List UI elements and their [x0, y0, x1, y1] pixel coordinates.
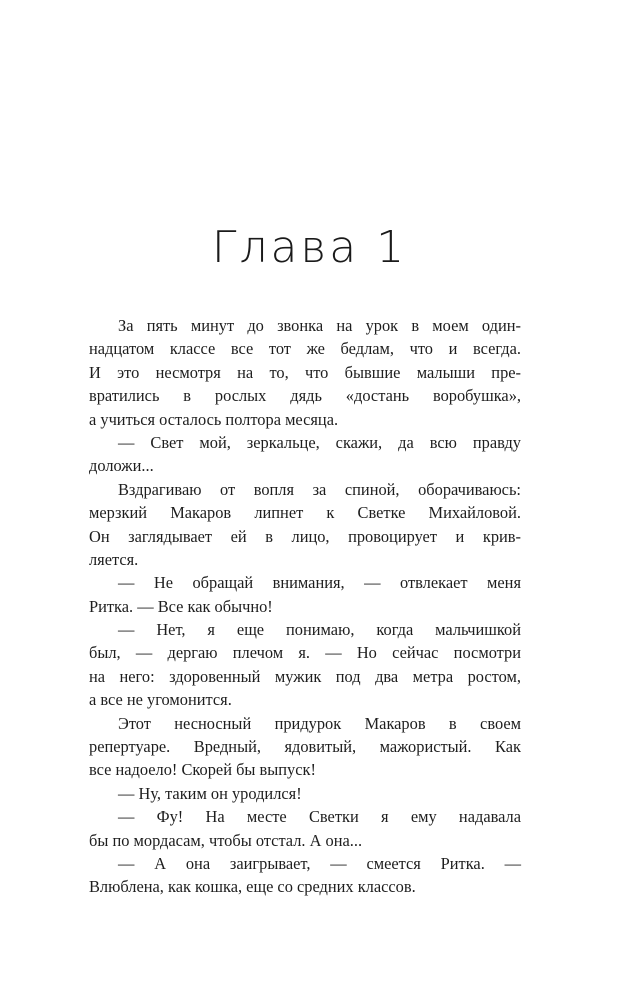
text-line: репертуаре. Вредный, ядовитый, мажористый. Как: [89, 737, 521, 757]
text-line: Ритка. — Все как обычно!: [89, 596, 273, 616]
text-line: И это несмотря на то, что бывшие малыши пре-: [89, 362, 521, 382]
body-text: [89, 314, 521, 899]
text-line: бы по мордасам, чтобы отстал. А она...: [89, 830, 363, 850]
text-line: на него: здоровенный мужик под два метра ростом,: [89, 666, 521, 686]
text-line: — Ну, таким он уродился!: [118, 783, 302, 803]
text-line: ляется.: [89, 549, 139, 569]
text-line: Влюблена, как кошка, еще со средних классов.: [89, 877, 416, 897]
chapter-title: Глава 1: [211, 222, 408, 273]
text-line: — Фу! На месте Светки я ему надавала: [118, 807, 521, 827]
text-line: мерзкий Макаров липнет к Светке Михайловой.: [89, 503, 521, 523]
text-line: — Нет, я еще понимаю, когда мальчишкой: [118, 620, 521, 640]
text-line: а все не угомонится.: [89, 690, 232, 710]
text-line: вратились в рослых дядь «достань воробушка»,: [89, 386, 521, 406]
text-line: Он заглядывает ей в лицо, провоцирует и крив-: [89, 526, 521, 546]
text-line: За пять минут до звонка на урок в моем один-: [118, 316, 521, 335]
text-line: — Не обращай внимания, — отвлекает меня: [118, 573, 521, 593]
text-line: доложи...: [89, 456, 154, 476]
text-line: Вздрагиваю от вопля за спиной, оборачиваюсь:: [118, 479, 521, 499]
text-line: надцатом классе все тот же бедлам, что и всегда.: [89, 339, 521, 359]
text-line: был, — дергаю плечом я. — Но сейчас посмотри: [89, 643, 521, 663]
text-line: все надоело! Скорей бы выпуск!: [89, 760, 316, 780]
text-line: — Свет мой, зеркальце, скажи, да всю правду: [118, 432, 521, 452]
text-line: — А она заигрывает, — смеется Ритка. —: [118, 853, 521, 873]
text-line: Этот несносный придурок Макаров в своем: [118, 713, 521, 733]
text-line: а учиться осталось полтора месяца.: [89, 409, 339, 429]
